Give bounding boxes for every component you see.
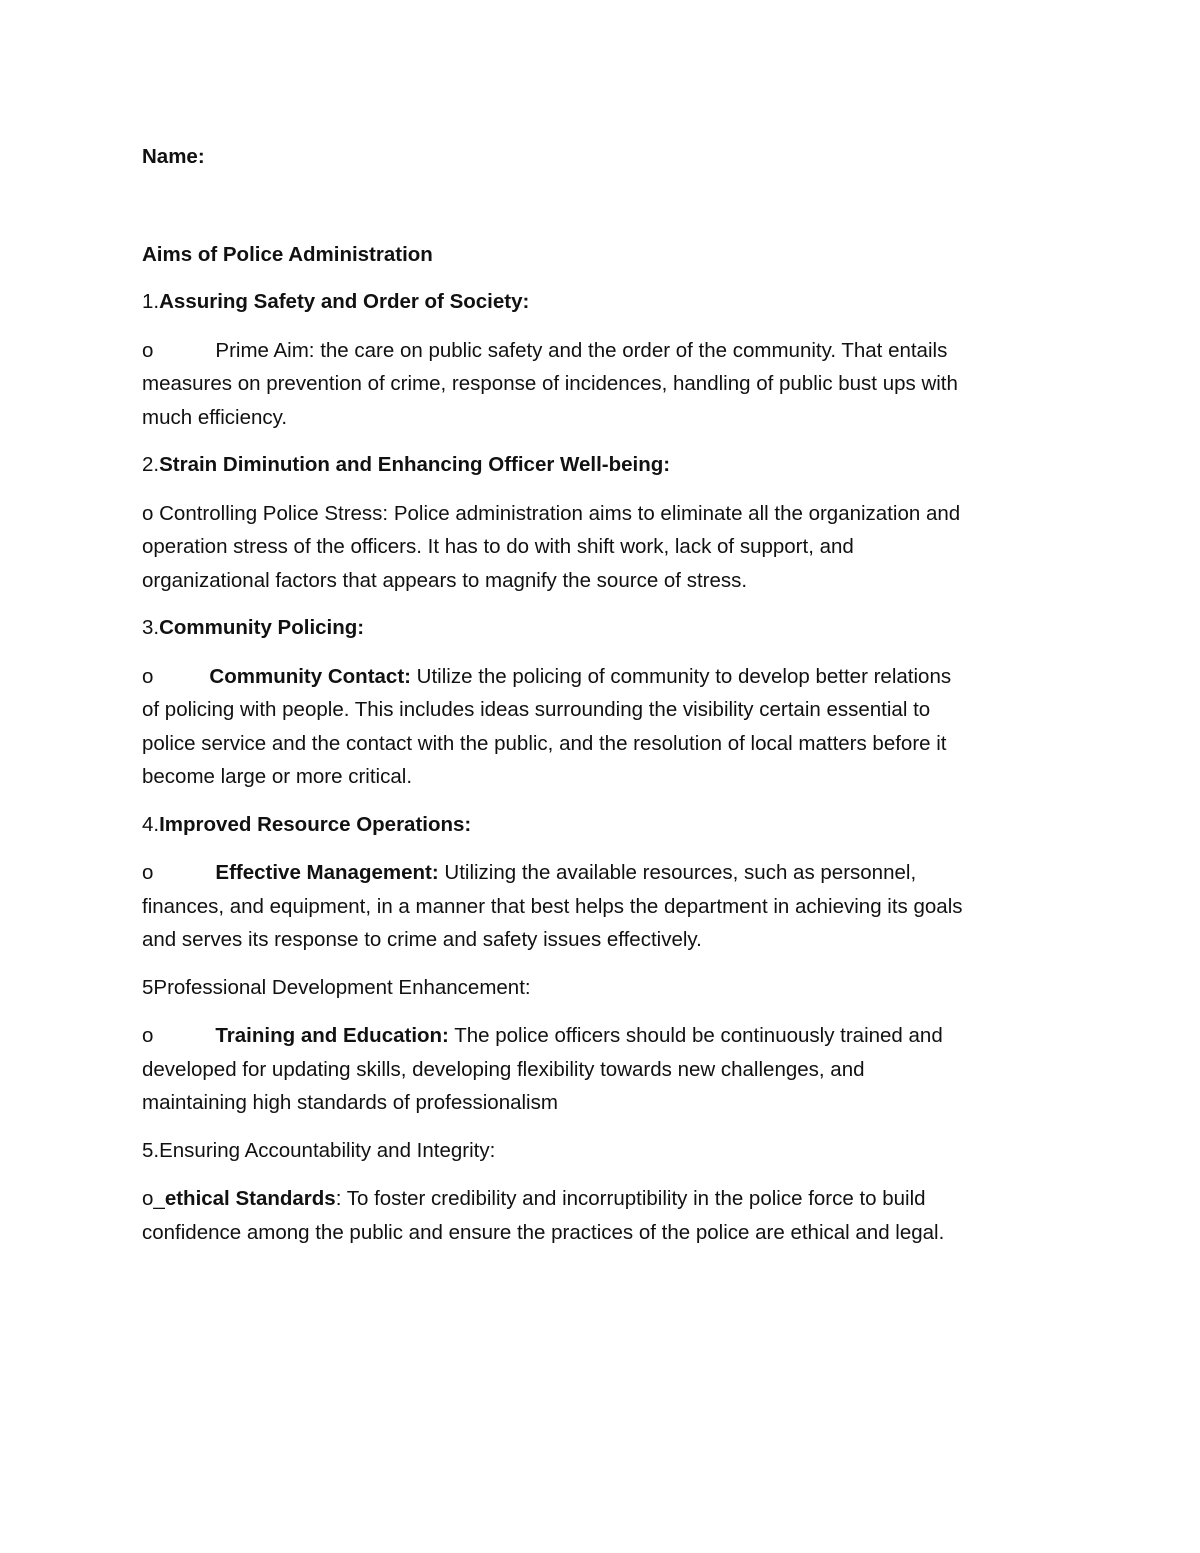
section-1-heading <box>142 285 1072 319</box>
section-6-body <box>142 1182 1072 1249</box>
body-line: operation stress of the officers. It has to do with shift work, lack of support, and <box>142 535 854 558</box>
bullet-marker: o <box>142 664 154 688</box>
section-5-body <box>142 1019 1072 1120</box>
section-heading-text: Assuring Safety and Order of Society: <box>159 290 530 313</box>
section-2-heading <box>142 448 1072 482</box>
body-line: confidence among the public and ensure the practices of the police are ethical and legal. <box>142 1220 945 1244</box>
body-line: organizational factors that appears to magnify the source of stress. <box>142 568 748 592</box>
name-label: Name: <box>142 145 205 168</box>
section-1-body <box>142 334 1072 435</box>
section-3-body <box>142 660 1072 794</box>
bullet-marker: o <box>142 501 154 525</box>
body-line: o_ethical Standards: To foster credibility and incorruptibility in the police force to build <box>142 1187 926 1210</box>
section-number: 5 <box>142 975 154 999</box>
bullet-label: Training and Education: <box>215 1024 449 1047</box>
body-line: measures on prevention of crime, response of incidences, handling of public bust ups with <box>142 372 958 395</box>
section-number: 4. <box>142 812 160 836</box>
section-heading-text: Improved Resource Operations: <box>159 812 472 836</box>
section-number: 2. <box>142 453 160 476</box>
document-title: Aims of Police Administration <box>142 242 433 266</box>
section-5-heading <box>142 971 1072 1005</box>
bullet-marker: o <box>142 1024 154 1047</box>
bullet-marker: o_ <box>142 1187 165 1210</box>
section-6-heading <box>142 1134 1072 1168</box>
section-2-body <box>142 497 1072 598</box>
section-3-heading <box>142 611 1072 645</box>
bullet-marker: o <box>142 861 154 884</box>
section-number: 1. <box>142 290 160 313</box>
body-line: o Effective Management: Utilizing the available resources, such as personnel, <box>142 861 917 884</box>
bullet-label: Effective Management: <box>215 861 439 884</box>
body-line: o Training and Education: The police officers should be continuously trained and <box>142 1024 943 1047</box>
body-line: o Prime Aim: the care on public safety and the order of the community. That entails <box>142 338 948 362</box>
section-number: 3. <box>142 616 160 639</box>
body-line: o Controlling Police Stress: Police administration aims to eliminate all the organization and <box>142 501 961 525</box>
section-heading-text: Professional Development Enhancement: <box>153 975 531 999</box>
bullet-marker: o <box>142 338 154 362</box>
section-heading-text: Community Policing: <box>159 616 365 639</box>
body-line: become large or more critical. <box>142 765 413 788</box>
body-line: and serves its response to crime and safety issues effectively. <box>142 928 702 951</box>
body-line: maintaining high standards of professionalism <box>142 1091 558 1114</box>
bullet-label: ethical Standards <box>164 1187 336 1210</box>
document-content <box>142 140 1072 1249</box>
body-line: finances, and equipment, in a manner that best helps the department in achieving its goals <box>142 894 963 918</box>
body-line: much efficiency. <box>142 405 288 429</box>
bullet-label: Community Contact: <box>209 664 411 688</box>
section-heading-text: Strain Diminution and Enhancing Officer Well-being: <box>159 453 671 476</box>
body-line: developed for updating skills, developing flexibility towards new challenges, and <box>142 1057 865 1081</box>
section-number: 5. <box>142 1138 160 1162</box>
body-line: o Community Contact: Utilize the policing of community to develop better relations <box>142 664 952 688</box>
section-heading-text: Ensuring Accountability and Integrity: <box>159 1138 496 1162</box>
body-line: of policing with people. This includes ideas surrounding the visibility certain essential to <box>142 698 931 721</box>
section-4-heading <box>142 808 1072 842</box>
body-line: police service and the contact with the public, and the resolution of local matters before it <box>142 731 947 755</box>
section-4-body <box>142 856 1072 957</box>
